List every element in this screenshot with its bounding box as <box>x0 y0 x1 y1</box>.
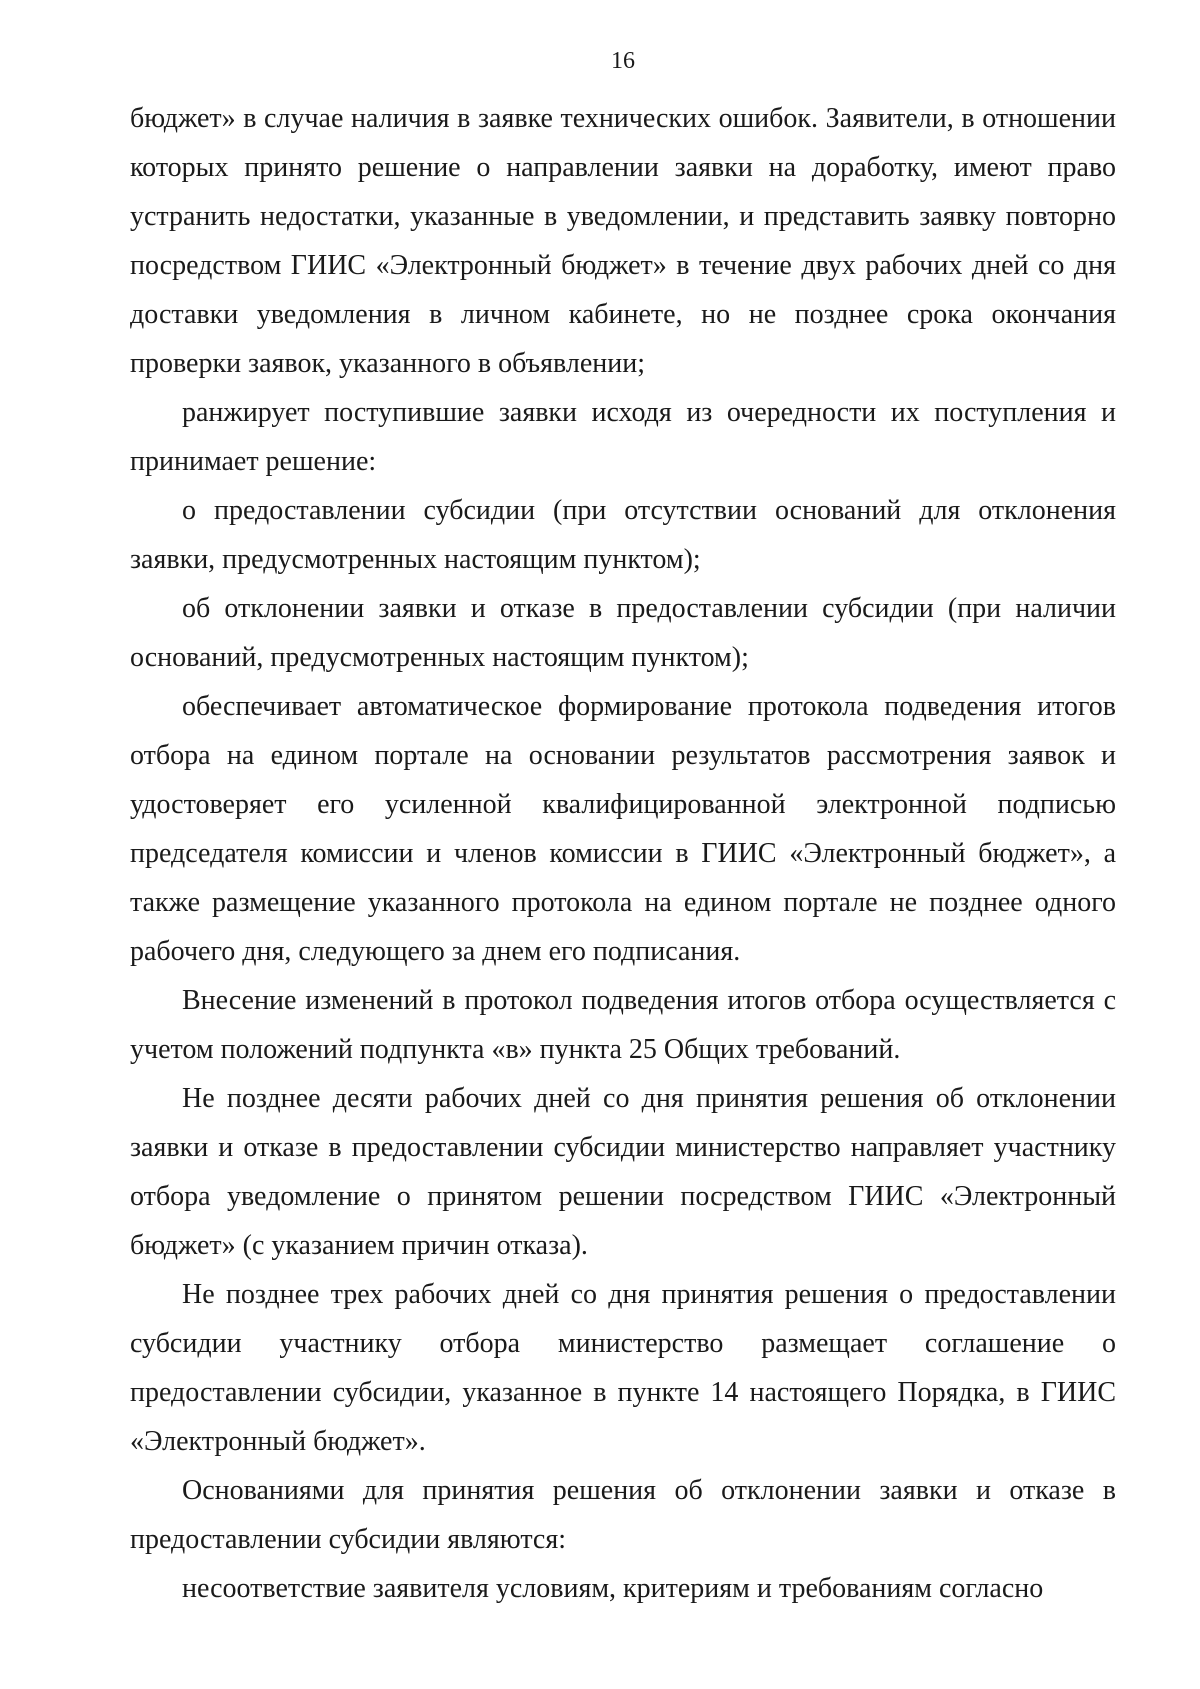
paragraph-5: обеспечивает автоматическое формирование протокола подведения итогов отбора на едином портале на основании результатов рассмотрения заявок и удостоверяет его усиленной квалифицированной электронной подписью председателя комиссии и членов комиссии в ГИИС «Электронный бюджет», а также размещение указанного протокола на едином портале не позднее одного рабочего дня, следующего за днем его подписания. <box>130 691 1116 967</box>
paragraph-6: Внесение изменений в протокол подведения итогов отбора осуществляется с учетом положений подпункта «в» пункта 25 Общих требований. <box>130 985 1116 1065</box>
paragraph-8: Не позднее трех рабочих дней со дня принятия решения о предоставлении субсидии участнику отбора министерство размещает соглашение о предоставлении субсидии, указанное в пункте 14 настоящего Порядка, в ГИИС «Электронный бюджет». <box>130 1279 1116 1457</box>
document-body <box>130 94 1116 1613</box>
paragraph-1: бюджет» в случае наличия в заявке технических ошибок. Заявители, в отношении которых принято решение о направлении заявки на доработку, имеют право устранить недостатки, указанные в уведомлении, и представить заявку повторно посредством ГИИС «Электронный бюджет» в течение двух рабочих дней со дня доставки уведомления в личном кабинете, но не позднее срока окончания проверки заявок, указанного в объявлении; <box>130 103 1116 379</box>
paragraph-9: Основаниями для принятия решения об отклонении заявки и отказе в предоставлении субсидии являются: <box>130 1475 1116 1555</box>
paragraph-4: об отклонении заявки и отказе в предоставлении субсидии (при наличии оснований, предусмотренных настоящим пунктом); <box>130 593 1116 673</box>
paragraph-10: несоответствие заявителя условиям, критериям и требованиям согласно <box>182 1573 1044 1604</box>
page-number: 16 <box>611 48 635 74</box>
paragraph-3: о предоставлении субсидии (при отсутствии оснований для отклонения заявки, предусмотренных настоящим пунктом); <box>130 495 1116 575</box>
paragraph-7: Не позднее десяти рабочих дней со дня принятия решения об отклонении заявки и отказе в предоставлении субсидии министерство направляет участнику отбора уведомление о принятом решении посредством ГИИС «Электронный бюджет» (с указанием причин отказа). <box>130 1083 1116 1261</box>
paragraph-2: ранжирует поступившие заявки исходя из очередности их поступления и принимает решение: <box>130 397 1116 477</box>
